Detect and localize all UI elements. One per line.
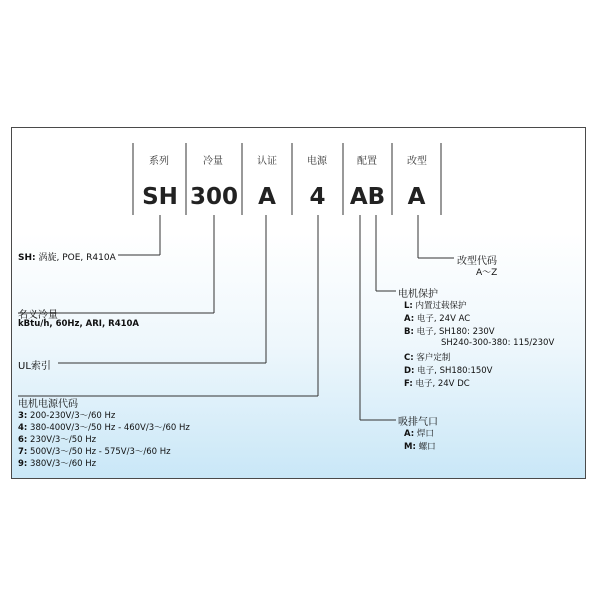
motor-text: 电子, SH180:150V [417,366,493,376]
power-title: 电机电源代码 [18,399,78,410]
motor-key: B: [404,327,414,337]
power-key: 9: [18,459,28,469]
suction-item [404,440,436,452]
motor-key: F: [404,379,413,389]
motor-text: 客户定制 [416,353,451,363]
code-revision: A [407,184,426,210]
power-text: 380V/3～/60 Hz [30,459,97,469]
motor-item [441,338,554,348]
series-text: 涡旋, POE, R410A [38,253,116,263]
motor-key: A: [404,314,415,324]
motor-title: 电机保护 [398,289,438,300]
motor-text: 电子, 24V AC [416,314,471,324]
header-power: 电源 [307,156,327,167]
power-text: 500V/3～/50 Hz - 575V/3～/60 Hz [30,447,171,457]
code-certification: A [258,184,276,210]
power-item [18,445,171,457]
series-label [18,250,116,263]
power-item [18,457,96,469]
power-item [18,421,190,433]
code-configuration: AB [349,184,386,210]
header-capacity: 冷量 [203,156,223,167]
suction-item [404,427,434,439]
ul-title: UL索引 [18,361,51,372]
motor-item [404,351,450,363]
motor-item [404,325,495,337]
revision-title: 改型代码 [457,256,497,267]
suction-text: 焊口 [416,429,434,439]
header-series: 系列 [149,156,169,167]
header-configuration: 配置 [357,156,377,167]
motor-item [404,364,493,376]
suction-text: 螺口 [418,442,436,452]
header-revision: 改型 [407,156,427,167]
power-item [18,409,115,421]
code-series: SH [142,184,178,210]
motor-key: C: [404,353,414,363]
code-power: 4 [309,184,326,210]
revision-range: A～Z [476,268,498,278]
code-capacity: 300 [189,184,238,210]
power-key: 3: [18,411,28,421]
suction-key: M: [404,442,416,452]
power-key: 7: [18,447,28,457]
power-text: 230V/3～/50 Hz [30,435,97,445]
motor-key: D: [404,366,415,376]
motor-key: L: [404,301,413,311]
power-item [18,433,96,445]
motor-text: 电子, SH180: 230V [416,327,495,337]
power-key: 4: [18,423,28,433]
capacity-sub: kBtu/h, 60Hz, ARI, R410A [18,319,140,329]
motor-item [404,299,467,311]
header-certification: 认证 [257,156,277,167]
capacity-title: 名义冷量 [18,310,58,321]
motor-text: 电子, 24V DC [415,379,470,389]
power-text: 200-230V/3～/60 Hz [30,411,116,421]
suction-key: A: [404,429,415,439]
power-text: 380-400V/3～/50 Hz - 460V/3～/60 Hz [30,423,190,433]
motor-text: SH240-300-380: 115/230V [441,338,555,348]
series-key: SH: [18,253,36,263]
power-key: 6: [18,435,28,445]
suction-title: 吸排气口 [398,417,438,428]
motor-item [404,312,470,324]
motor-item [404,377,470,389]
motor-text: 内置过载保护 [415,301,467,311]
